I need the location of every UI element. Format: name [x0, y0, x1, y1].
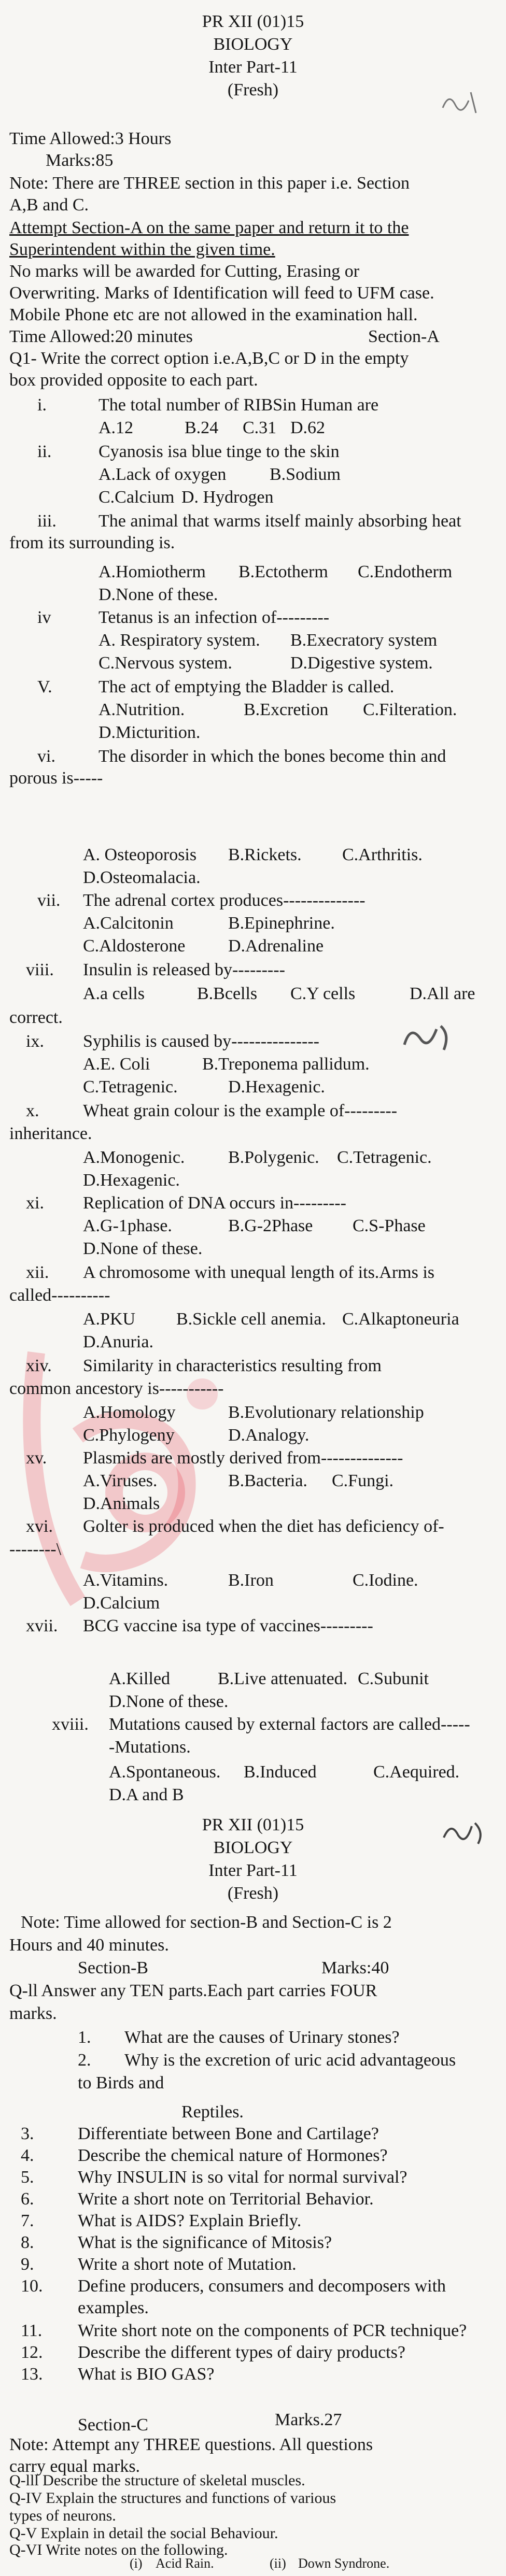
header-code: PR XII (01)15	[202, 12, 304, 31]
short-question-text: What are the causes of Urinary stones?	[124, 2028, 400, 2047]
mcq-option-a: A.G-1phase.	[83, 1216, 172, 1235]
short-question-number: 1.	[78, 2028, 91, 2047]
section-b-question-heading-2: marks.	[9, 2004, 57, 2023]
section-c-note-2: carry equal marks.	[9, 2457, 140, 2476]
handwritten-mark	[440, 87, 481, 118]
short-question-text-cont: Reptiles.	[181, 2102, 244, 2122]
long-question-4-cont: types of neurons.	[9, 2507, 116, 2524]
mcq-question-cont: inheritance.	[9, 1124, 92, 1143]
short-question-text: Write a short note of Mutation.	[78, 2255, 297, 2274]
sub-question-number: (ii)	[270, 2556, 286, 2571]
short-question-text-cont: examples.	[78, 2298, 149, 2317]
short-question-text: Differentiate between Bone and Cartilage?	[78, 2124, 379, 2143]
rule-line-1: No marks will be awarded for Cutting, Erasing or	[9, 262, 360, 281]
mcq-option-d: D.62	[290, 418, 326, 437]
section-b-note-2: Hours and 40 minutes.	[9, 1935, 169, 1955]
mcq-option-d: D.Analogy.	[228, 1426, 310, 1445]
time-allowed-section-a: Time Allowed:20 minutes	[9, 327, 193, 346]
short-question-number: 7.	[21, 2211, 34, 2230]
mcq-number: vi.	[37, 747, 55, 766]
mcq-question: Mutations caused by external factors are called-----	[109, 1715, 470, 1734]
mcq-option-b: B.Evolutionary relationship	[228, 1403, 424, 1422]
mcq-option-a: A. Osteoporosis	[83, 845, 197, 864]
mcq-option-a: A.PKU	[83, 1310, 136, 1329]
mcq-option-a: A.Spontaneous.	[109, 1762, 221, 1782]
mcq-question-cont: called----------	[9, 1286, 110, 1305]
note-line-1: Note: There are THREE section in this paper i.e. Section	[9, 174, 410, 193]
mcq-option-c: C.Filteration.	[363, 700, 457, 719]
header-type: (Fresh)	[227, 1884, 279, 1903]
mcq-option-b: B.Bacteria.	[228, 1471, 307, 1490]
mcq-option-b: B.Epinephrine.	[228, 914, 335, 933]
q1-instruction-2: box provided opposite to each part.	[9, 371, 258, 390]
mcq-option-d: D.Digestive system.	[290, 653, 433, 673]
mcq-option-a: A.Homiotherm	[99, 562, 206, 581]
attempt-line-1: Attempt Section-A on the same paper and return it to the	[9, 218, 409, 237]
mcq-option-a: A.12	[99, 418, 134, 437]
mcq-option-d: D.None of these.	[83, 1239, 203, 1258]
mcq-number: x.	[26, 1101, 39, 1120]
mcq-option-c: C.Arthritis.	[342, 845, 423, 864]
mcq-question: Tetanus is an infection of---------	[99, 608, 330, 627]
mcq-option-a: A.Viruses.	[83, 1471, 158, 1490]
mcq-option-c: C.Fungi.	[332, 1471, 394, 1490]
short-question-text-cont: to Birds and	[78, 2073, 164, 2093]
mcq-option-b: B.24	[185, 418, 219, 437]
short-question-number: 2.	[78, 2051, 91, 2070]
mcq-option-d: D.Hexagenic.	[83, 1171, 180, 1190]
mcq-option-c: C.Endotherm	[358, 562, 453, 581]
mcq-question: The adrenal cortex produces--------------	[83, 891, 366, 910]
section-b-marks: Marks:40	[321, 1958, 389, 1977]
short-question-number: 9.	[21, 2255, 34, 2274]
mcq-option-d: D.Animals	[83, 1494, 160, 1513]
short-question-text: Describe the chemical nature of Hormones?	[78, 2146, 388, 2165]
rule-line-2: Overwriting. Marks of Identification will feed to UFM case.	[9, 283, 434, 303]
mcq-question: Cyanosis isa blue tinge to the skin	[99, 442, 340, 461]
mcq-option-b: B.Treponema pallidum.	[202, 1055, 370, 1074]
sub-question-text: Acid Rain.	[156, 2556, 214, 2571]
short-question-text: What is BIO GAS?	[78, 2365, 215, 2384]
mcq-option-b: B.Induced	[244, 1762, 317, 1782]
mcq-option-c: C.Calcium	[99, 488, 175, 507]
header-class: Inter Part-11	[208, 1861, 298, 1880]
mcq-option-a: A.a cells	[83, 984, 145, 1003]
mcq-number: iii.	[37, 511, 57, 531]
mcq-number: vii.	[37, 891, 61, 910]
mcq-question: The act of emptying the Bladder is called.	[99, 677, 395, 696]
mcq-option-d: D.Calcium	[83, 1593, 160, 1613]
mcq-option-b: B.Rickets.	[228, 845, 302, 864]
section-c-title: Section-C	[78, 2415, 148, 2435]
mcq-number: ii.	[37, 442, 52, 461]
short-question-number: 3.	[21, 2124, 34, 2143]
mcq-number: viii.	[26, 960, 54, 979]
mcq-option-d: D. Hydrogen	[181, 488, 274, 507]
mcq-option-d-cont: correct.	[9, 1008, 63, 1027]
short-question-number: 11.	[21, 2321, 43, 2340]
mcq-question: Golter is produced when the diet has deficiency of-	[83, 1517, 444, 1536]
short-question-text: Why INSULIN is so vital for normal survival?	[78, 2168, 407, 2187]
mcq-option-c: C.Nervous system.	[99, 653, 232, 673]
header-type: (Fresh)	[227, 80, 279, 99]
section-a-title: Section-A	[368, 327, 440, 346]
mcq-question: Replication of DNA occurs in---------	[83, 1193, 346, 1213]
long-question-6: Q-VI Write notes on the following.	[9, 2541, 228, 2558]
mcq-number: i.	[37, 395, 47, 415]
mcq-option-a: A.Homology	[83, 1403, 176, 1422]
short-question-text: Define producers, consumers and decomposers with	[78, 2276, 446, 2296]
header-subject: BIOLOGY	[213, 1838, 293, 1857]
section-c-note-1: Note: Attempt any THREE questions. All questions	[9, 2435, 373, 2454]
mcq-option-b: B.Live attenuated.	[218, 1669, 348, 1688]
mcq-option-c: C.31	[243, 418, 277, 437]
total-marks: Marks:85	[46, 151, 114, 170]
mcq-option-c: C.Aequired.	[373, 1762, 460, 1782]
mcq-option-a: A.E. Coli	[83, 1055, 150, 1074]
mcq-option-d: D.None of these.	[99, 585, 218, 604]
mcq-question: Similarity in characteristics resulting from	[83, 1356, 382, 1375]
mcq-option-b: B.Sickle cell anemia.	[176, 1310, 326, 1329]
mcq-number: xi.	[26, 1193, 44, 1213]
mcq-option-d: D.Hexagenic.	[228, 1077, 325, 1097]
mcq-option-a: A.Killed	[109, 1669, 171, 1688]
mcq-question: Wheat grain colour is the example of---------	[83, 1101, 398, 1120]
mcq-option-b: B.Sodium	[270, 465, 341, 484]
mcq-option-a: A.Nutrition.	[99, 700, 185, 719]
mcq-option-d: D.Osteomalacia.	[83, 868, 201, 887]
mcq-question: A chromosome with unequal length of its.Arms is	[83, 1263, 435, 1282]
time-allowed: Time Allowed:3 Hours	[9, 129, 172, 148]
rule-line-3: Mobile Phone etc are not allowed in the examination hall.	[9, 305, 418, 324]
mcq-option-d: D.Micturition.	[99, 723, 201, 742]
mcq-option-c: C.Tetragenic.	[337, 1148, 432, 1167]
mcq-option-c: C.Subunit	[358, 1669, 429, 1688]
short-question-text: Why is the excretion of uric acid advantageous	[124, 2051, 456, 2070]
mcq-question-cont: -Mutations.	[109, 1738, 191, 1757]
section-b-question-heading-1: Q-ll Answer any TEN parts.Each part carries FOUR	[9, 1981, 377, 2000]
mcq-option-b: B.Polygenic.	[228, 1148, 319, 1167]
short-question-text: Describe the different types of dairy products?	[78, 2343, 405, 2362]
mcq-question: Insulin is released by---------	[83, 960, 285, 979]
mcq-number: xvi.	[26, 1517, 53, 1536]
mcq-question: BCG vaccine isa type of vaccines---------	[83, 1616, 373, 1635]
mcq-number: ix.	[26, 1032, 44, 1051]
mcq-question: Syphilis is caused by---------------	[83, 1032, 319, 1051]
short-question-number: 10.	[21, 2276, 43, 2296]
mcq-question-cont: --------\	[9, 1540, 62, 1559]
mcq-option-d: D.None of these.	[109, 1692, 229, 1711]
note-line-2: A,B and C.	[9, 195, 89, 215]
short-question-number: 6.	[21, 2189, 34, 2209]
short-question-text: Write short note on the components of PCR technique?	[78, 2321, 467, 2340]
mcq-number: xiv.	[26, 1356, 52, 1375]
mcq-number: xv.	[26, 1448, 47, 1468]
mcq-option-c: C.Alkaptoneuria	[342, 1310, 459, 1329]
header-code: PR XII (01)15	[202, 1815, 304, 1834]
mcq-option-d: D.Adrenaline	[228, 936, 324, 956]
mcq-question: Plasmids are mostly derived from--------------	[83, 1448, 403, 1468]
mcq-option-c: C.Tetragenic.	[83, 1077, 178, 1097]
mcq-option-a: A. Respiratory system.	[99, 631, 260, 650]
section-b-title: Section-B	[78, 1958, 148, 1977]
handwritten-mark	[441, 1817, 487, 1848]
mcq-option-a: A.Calcitonin	[83, 914, 174, 933]
header-subject: BIOLOGY	[213, 35, 293, 54]
mcq-option-d: D.All are	[410, 984, 475, 1003]
short-question-number: 8.	[21, 2233, 34, 2252]
mcq-option-c: C.S-Phase	[353, 1216, 426, 1235]
mcq-option-c: C.Iodine.	[353, 1571, 418, 1590]
handwritten-mark	[400, 1019, 457, 1055]
short-question-text: Write a short note on Territorial Behavior.	[78, 2189, 374, 2209]
short-question-text: What is the significance of Mitosis?	[78, 2233, 332, 2252]
mcq-option-b: B.Iron	[228, 1571, 274, 1590]
mcq-number: xvii.	[26, 1616, 58, 1635]
mcq-option-b: B.Bcells	[197, 984, 258, 1003]
short-question-number: 5.	[21, 2168, 34, 2187]
mcq-question: The animal that warms itself mainly absorbing heat	[99, 511, 461, 531]
mcq-option-d: D.A and B	[109, 1785, 184, 1804]
header-class: Inter Part-11	[208, 58, 298, 77]
section-c-marks: Marks.27	[275, 2410, 342, 2429]
mcq-option-c: C.Y cells	[290, 984, 356, 1003]
long-question-4: Q-IV Explain the structures and functions of various	[9, 2489, 336, 2507]
short-question-number: 13.	[21, 2365, 43, 2384]
short-question-number: 4.	[21, 2146, 34, 2165]
mcq-option-a: A.Monogenic.	[83, 1148, 185, 1167]
mcq-option-d: D.Anuria.	[83, 1332, 153, 1351]
mcq-option-b: B.G-2Phase	[228, 1216, 313, 1235]
mcq-question-cont: common ancestory is-----------	[9, 1379, 224, 1398]
sub-question-text: Down Syndrone.	[298, 2556, 390, 2571]
section-b-note-1: Note: Time allowed for section-B and Section-C is 2	[21, 1913, 392, 1932]
mcq-number: xii.	[26, 1263, 49, 1282]
mcq-number: xviii.	[52, 1715, 89, 1734]
mcq-number: iv	[37, 608, 51, 627]
mcq-number: V.	[37, 677, 52, 696]
sub-question-number: (i)	[130, 2556, 143, 2571]
mcq-option-b: B.Ectotherm	[238, 562, 328, 581]
mcq-question: The disorder in which the bones become thin and	[99, 747, 446, 766]
mcq-option-c: C.Phylogeny	[83, 1426, 175, 1445]
mcq-option-b: B.Execratory system	[290, 631, 438, 650]
mcq-option-c: C.Aldosterone	[83, 936, 186, 956]
mcq-option-a: A.Vitamins.	[83, 1571, 168, 1590]
short-question-number: 12.	[21, 2343, 43, 2362]
mcq-option-a: A.Lack of oxygen	[99, 465, 227, 484]
mcq-option-b: B.Excretion	[244, 700, 329, 719]
q1-instruction-1: Q1- Write the correct option i.e.A,B,C or D in the empty	[9, 349, 409, 368]
mcq-question-cont: from its surrounding is.	[9, 533, 175, 552]
short-question-text: What is AIDS? Explain Briefly.	[78, 2211, 302, 2230]
long-question-3: Q-lll Describe the structure of skeletal muscles.	[9, 2472, 305, 2489]
long-question-5: Q-V Explain in detail the social Behaviour.	[9, 2525, 278, 2542]
mcq-question: The total number of RIBSin Human are	[99, 395, 379, 415]
attempt-line-2: Superintendent within the given time.	[9, 240, 275, 259]
mcq-question-cont: porous is-----	[9, 768, 103, 788]
